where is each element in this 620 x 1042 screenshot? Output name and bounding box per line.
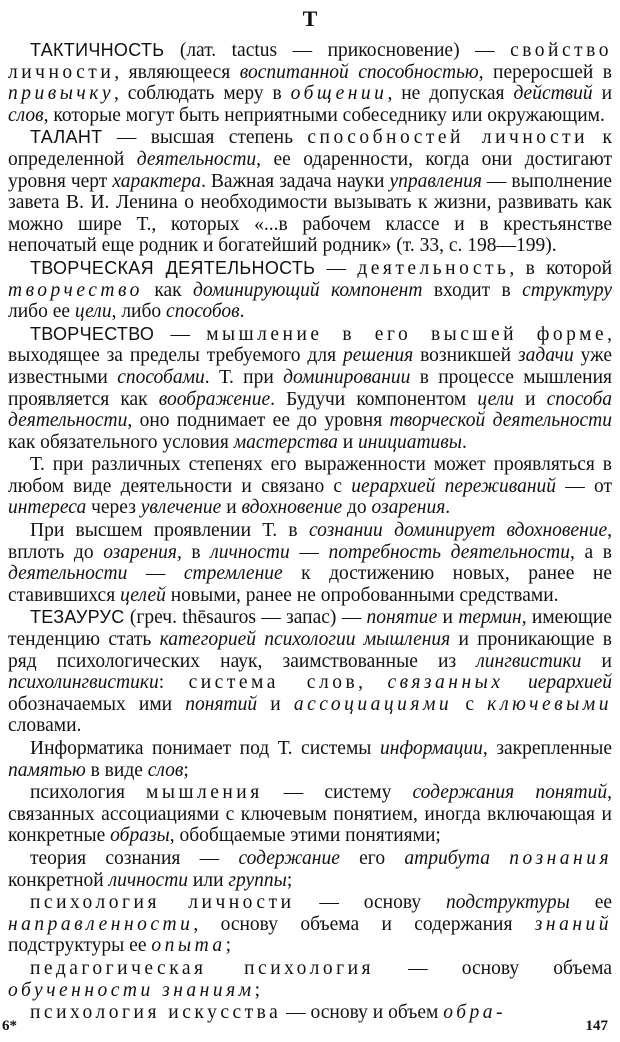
entry-text: к достижению новых, ранее не ставившихся: [8, 563, 612, 606]
spaced-text: мышления: [146, 782, 263, 804]
entry-text: .: [461, 431, 467, 453]
cross-reference: деятельности: [136, 148, 257, 170]
entry-text: как обязательного условия: [8, 431, 234, 453]
cross-reference: управления: [389, 170, 482, 192]
entry-tezaurus-personality: [8, 892, 612, 957]
cross-reference: слов: [147, 759, 184, 781]
printer-signature: 6*: [2, 1018, 17, 1034]
cross-reference: увлечение: [140, 497, 222, 519]
cross-reference: понятий: [185, 693, 258, 715]
spaced-text: свойство личности: [8, 40, 612, 83]
entry-text: , выходящее за пределы требуемого для: [8, 323, 612, 367]
entry-text: либо ее: [8, 301, 75, 323]
entry-text: как: [142, 279, 194, 301]
spaced-text: система слов: [188, 672, 359, 694]
entry-text: — систему: [262, 782, 413, 804]
entry-text: психология: [30, 782, 146, 804]
entry-text: При высшем проявлении Т. в: [30, 520, 309, 542]
cross-reference: мастерства: [233, 431, 338, 453]
entry-text: , либо: [111, 301, 167, 323]
entry-text: , основу объема и содержания: [193, 913, 535, 935]
cross-reference: сознании доминирует вдохновение: [308, 520, 608, 542]
cross-reference: понятие: [366, 607, 438, 629]
cross-reference: психолингвистики: [8, 672, 159, 694]
entry-text: , которые могут быть неприятными собеседнику или окружающим.: [43, 104, 605, 126]
spaced-text: психология личности: [30, 892, 295, 914]
entry-tvorchestvo: [8, 324, 612, 454]
entry-text: ее: [569, 892, 613, 914]
cross-reference: атрибута: [404, 847, 490, 869]
cross-reference: лингвистики: [476, 650, 582, 672]
entry-text: [503, 672, 527, 693]
spaced-text: педагогическая психология: [30, 957, 375, 979]
entry-text: , вплоть до: [8, 520, 612, 563]
entry-text: , в которой: [509, 257, 612, 279]
cross-reference: содержание: [238, 847, 340, 869]
entry-text: — выполнение завета В. И. Ленина о необходимости вызывать к жизни, развивать как можно шире Т., которых «...в рабочем классе и в крестьянстве непочатый еще родник и богатейший родник» (т. 33, с. 198—199).: [8, 170, 612, 257]
cross-reference: знаний: [534, 913, 612, 935]
entry-tvorchestvo-paragraph-3: [8, 520, 612, 606]
cross-reference: термин: [458, 607, 522, 629]
entry-text: , переросшей в: [478, 61, 612, 83]
entry-term: ТВОРЧЕСКАЯ ДЕЯТЕЛЬНОСТЬ: [30, 257, 316, 278]
entry-text: до: [342, 497, 372, 519]
entry-text: и: [592, 83, 612, 105]
entry-text: — высшая степень: [102, 127, 308, 149]
entry-text: словами.: [8, 715, 82, 737]
cross-reference: цели: [477, 388, 514, 410]
entry-tezaurus-consciousness: [8, 848, 612, 891]
cross-reference: группы: [228, 869, 287, 891]
cross-reference: озарения: [371, 497, 446, 519]
cross-reference: вдохновение: [241, 497, 343, 519]
entry-text: его: [339, 847, 405, 869]
entry-text: . Важная задача науки: [201, 170, 390, 192]
entry-text: —: [127, 563, 184, 585]
entry-text: .: [239, 301, 245, 323]
entry-text: , являющееся: [114, 61, 240, 83]
entry-text: конкретной: [8, 869, 109, 891]
entry-text: подструктуры ее: [8, 935, 152, 957]
cross-reference: подструктуры: [446, 892, 570, 914]
cross-reference: действий: [513, 83, 593, 105]
entry-text: теория сознания —: [30, 847, 239, 869]
cross-reference: содержания понятий: [412, 782, 608, 804]
entry-talant: [8, 127, 612, 257]
entry-text: и: [581, 650, 612, 672]
cross-reference: способов: [166, 301, 240, 323]
cross-reference: иерархией переживаний: [351, 475, 557, 497]
entry-text: — от: [556, 475, 613, 497]
entry-text: , имеющие тенденцию стать: [8, 607, 612, 651]
section-letter-heading: Т: [302, 6, 318, 31]
cross-reference: цели: [74, 301, 112, 323]
entry-text: , связанных ассоциациями с ключевым понятием, иногда включающая и конкретные: [8, 782, 613, 847]
dictionary-page: [2, 0, 613, 1042]
cross-reference: связанных: [387, 672, 504, 694]
entry-text: , оно поднимает ее до уровня: [127, 410, 390, 432]
cross-reference: познания: [509, 847, 613, 869]
entry-term: ТАКТИЧНОСТЬ: [30, 40, 165, 60]
entry-tezaurus-pedagogical: [8, 958, 612, 1001]
entry-text: и: [437, 607, 459, 629]
cross-reference: информации: [379, 738, 483, 759]
entry-origin: (лат. tactus — прикосновение) —: [164, 40, 511, 61]
cross-reference: привычку: [8, 83, 114, 105]
entry-text: . Т. при: [204, 366, 284, 388]
entry-text: возникшей: [413, 345, 518, 367]
entry-text: новыми, ранее не опробованными средствами.: [165, 584, 559, 606]
entry-text: (греч. thēsauros — запас) —: [124, 607, 367, 629]
entry-text: с: [452, 693, 488, 715]
spaced-text: мышление в его высшей форме: [206, 323, 608, 345]
entry-text: в процессе мышления проявляется как: [8, 366, 612, 410]
entry-text: , ее одаренности, когда они достигают уровня черт: [8, 148, 612, 192]
spaced-text: деятельность: [357, 257, 510, 279]
cross-reference: личности: [108, 869, 189, 891]
entry-text: и проникающие в ряд психологических наук, заимствованные из: [8, 629, 612, 672]
entry-text: [490, 848, 509, 869]
cross-reference: воображение: [158, 388, 271, 410]
spaced-text: способностей личности: [307, 127, 589, 149]
cross-reference: решения: [342, 345, 414, 367]
entry-text: , обобщаемые этими понятиями;: [169, 825, 441, 847]
page-number: 147: [585, 1018, 608, 1034]
page-body: [8, 40, 612, 1025]
cross-reference: обра-: [443, 1002, 507, 1024]
entry-text: и: [221, 497, 242, 519]
entry-text: ;: [286, 869, 293, 891]
entry-text: и: [257, 693, 294, 715]
entry-term: ТАЛАНТ: [30, 127, 103, 148]
page-footer: [2, 1018, 612, 1038]
cross-reference: инициативы: [358, 431, 462, 453]
entry-text: , в: [176, 541, 211, 563]
entry-text: ,: [358, 672, 388, 694]
entry-tvorcheskaya-deyatelnost: [8, 258, 612, 323]
entry-text: —: [154, 323, 207, 345]
entry-text: Т. при различных степенях его выраженности может проявляться в любом виде деятельности и связано с: [8, 454, 612, 497]
entry-text: к определенной: [8, 127, 612, 170]
entry-text: , соблюдать меру в: [114, 83, 291, 105]
entry-text: .: [445, 497, 451, 519]
cross-reference: творчество: [8, 279, 143, 301]
entry-text: —: [289, 541, 329, 563]
entry-text: — основу и объем: [281, 1002, 444, 1024]
cross-reference: потребность деятельности: [328, 541, 571, 563]
spaced-text: психология искусства: [30, 1002, 282, 1024]
cross-reference: ассоциациями: [293, 693, 453, 715]
cross-reference: целей: [120, 584, 166, 606]
cross-reference: образы: [110, 825, 170, 847]
cross-reference: творческой деятельности: [389, 410, 612, 432]
entry-term: ТЕЗАУРУС: [30, 607, 125, 628]
entry-text: в виде: [85, 759, 148, 781]
cross-reference: интереса: [8, 497, 87, 519]
entry-tezaurus-psychology-thinking: [8, 782, 612, 847]
cross-reference: воспитанной способностью: [239, 61, 479, 83]
entry-tezaurus-informatics: [8, 738, 612, 781]
cross-reference: способами: [117, 366, 205, 388]
entry-text: . Будучи компонентом: [270, 388, 478, 410]
cross-reference: обученности знаниям: [8, 979, 255, 1001]
cross-reference: направленности: [8, 913, 194, 935]
cross-reference: озарения: [103, 541, 177, 563]
entry-text: — основу объема: [374, 957, 613, 979]
entry-text: Информатика понимает под Т. системы: [30, 738, 380, 759]
cross-reference: общении: [290, 83, 388, 105]
entry-text: —: [315, 257, 358, 279]
cross-reference: характера: [112, 170, 202, 192]
cross-reference: способа деятельности: [8, 388, 613, 432]
entry-text: уже известными: [8, 345, 612, 388]
cross-reference: слов: [8, 104, 44, 126]
entry-tvorchestvo-paragraph-2: [8, 454, 612, 519]
cross-reference: доминирующий компонент: [193, 279, 423, 301]
entry-text: , закрепленные: [482, 738, 612, 759]
entry-text: или: [188, 869, 229, 891]
entry-text: входит в: [422, 279, 523, 301]
cross-reference: стремление: [183, 563, 283, 585]
entry-text: и: [514, 388, 547, 410]
entry-text: ;: [254, 979, 261, 1001]
cross-reference: ключевыми: [487, 693, 612, 715]
entry-term: ТВОРЧЕСТВО: [30, 323, 155, 344]
cross-reference: задачи: [517, 345, 574, 367]
cross-reference: деятельности: [8, 563, 128, 585]
entry-text: , а в: [570, 541, 613, 563]
entry-text: через: [86, 497, 141, 519]
entry-text: и: [337, 431, 359, 453]
entry-text: , не допуская: [387, 83, 514, 105]
entry-text: ;: [225, 935, 232, 957]
cross-reference: памятью: [8, 759, 86, 781]
cross-reference: доминировании: [283, 366, 411, 388]
cross-reference: опыта: [151, 935, 226, 957]
entry-taktichnost: [8, 40, 612, 126]
entry-text: ;: [183, 759, 189, 781]
cross-reference: структуру: [522, 279, 613, 301]
entry-text: обозначаемых ими: [8, 693, 186, 715]
cross-reference: личности: [210, 541, 290, 563]
entry-text: — основу: [294, 892, 447, 914]
cross-reference: иерархией: [527, 672, 613, 694]
cross-reference: категорией психологии мышления: [159, 629, 451, 651]
entry-text: :: [158, 672, 189, 694]
entry-tezaurus: [8, 607, 612, 737]
